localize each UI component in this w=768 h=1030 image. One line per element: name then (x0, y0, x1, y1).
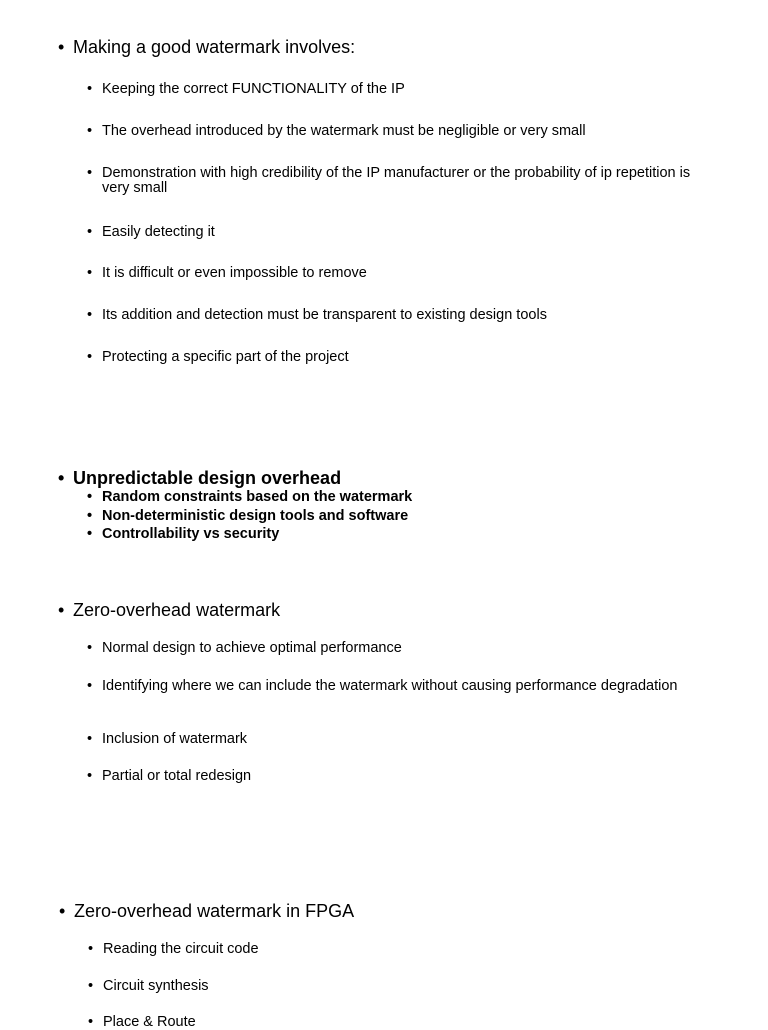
section-heading: • Unpredictable design overhead (73, 467, 341, 489)
list-item: • Its addition and detection must be transparent to existing design tools (102, 308, 702, 323)
list-item: • Demonstration with high credibility of the IP manufacturer or the probability of ip repetition is very small (102, 166, 702, 196)
list-item: • Controllability vs security (102, 527, 702, 542)
list-item: • Inclusion of watermark (102, 732, 702, 747)
list-item: • Circuit synthesis (103, 979, 703, 994)
list-item: • Protecting a specific part of the project (102, 350, 702, 365)
list-item: • Keeping the correct FUNCTIONALITY of the IP (102, 82, 702, 97)
list-item: • Identifying where we can include the watermark without causing performance degradation (102, 679, 702, 694)
list-item: • Normal design to achieve optimal performance (102, 641, 702, 656)
list-item: • Place & Route (103, 1015, 703, 1030)
list-item: • Non-deterministic design tools and software (102, 509, 702, 524)
section-heading: • Zero-overhead watermark (73, 599, 280, 621)
list-item: • Easily detecting it (102, 225, 702, 240)
list-item: • It is difficult or even impossible to remove (102, 266, 702, 281)
section-heading: • Zero-overhead watermark in FPGA (74, 900, 354, 922)
list-item: • Random constraints based on the watermark (102, 490, 702, 505)
list-item: • The overhead introduced by the watermark must be negligible or very small (102, 124, 702, 139)
list-item: • Partial or total redesign (102, 769, 702, 784)
list-item: • Reading the circuit code (103, 942, 703, 957)
section-heading: • Making a good watermark involves: (73, 36, 355, 58)
